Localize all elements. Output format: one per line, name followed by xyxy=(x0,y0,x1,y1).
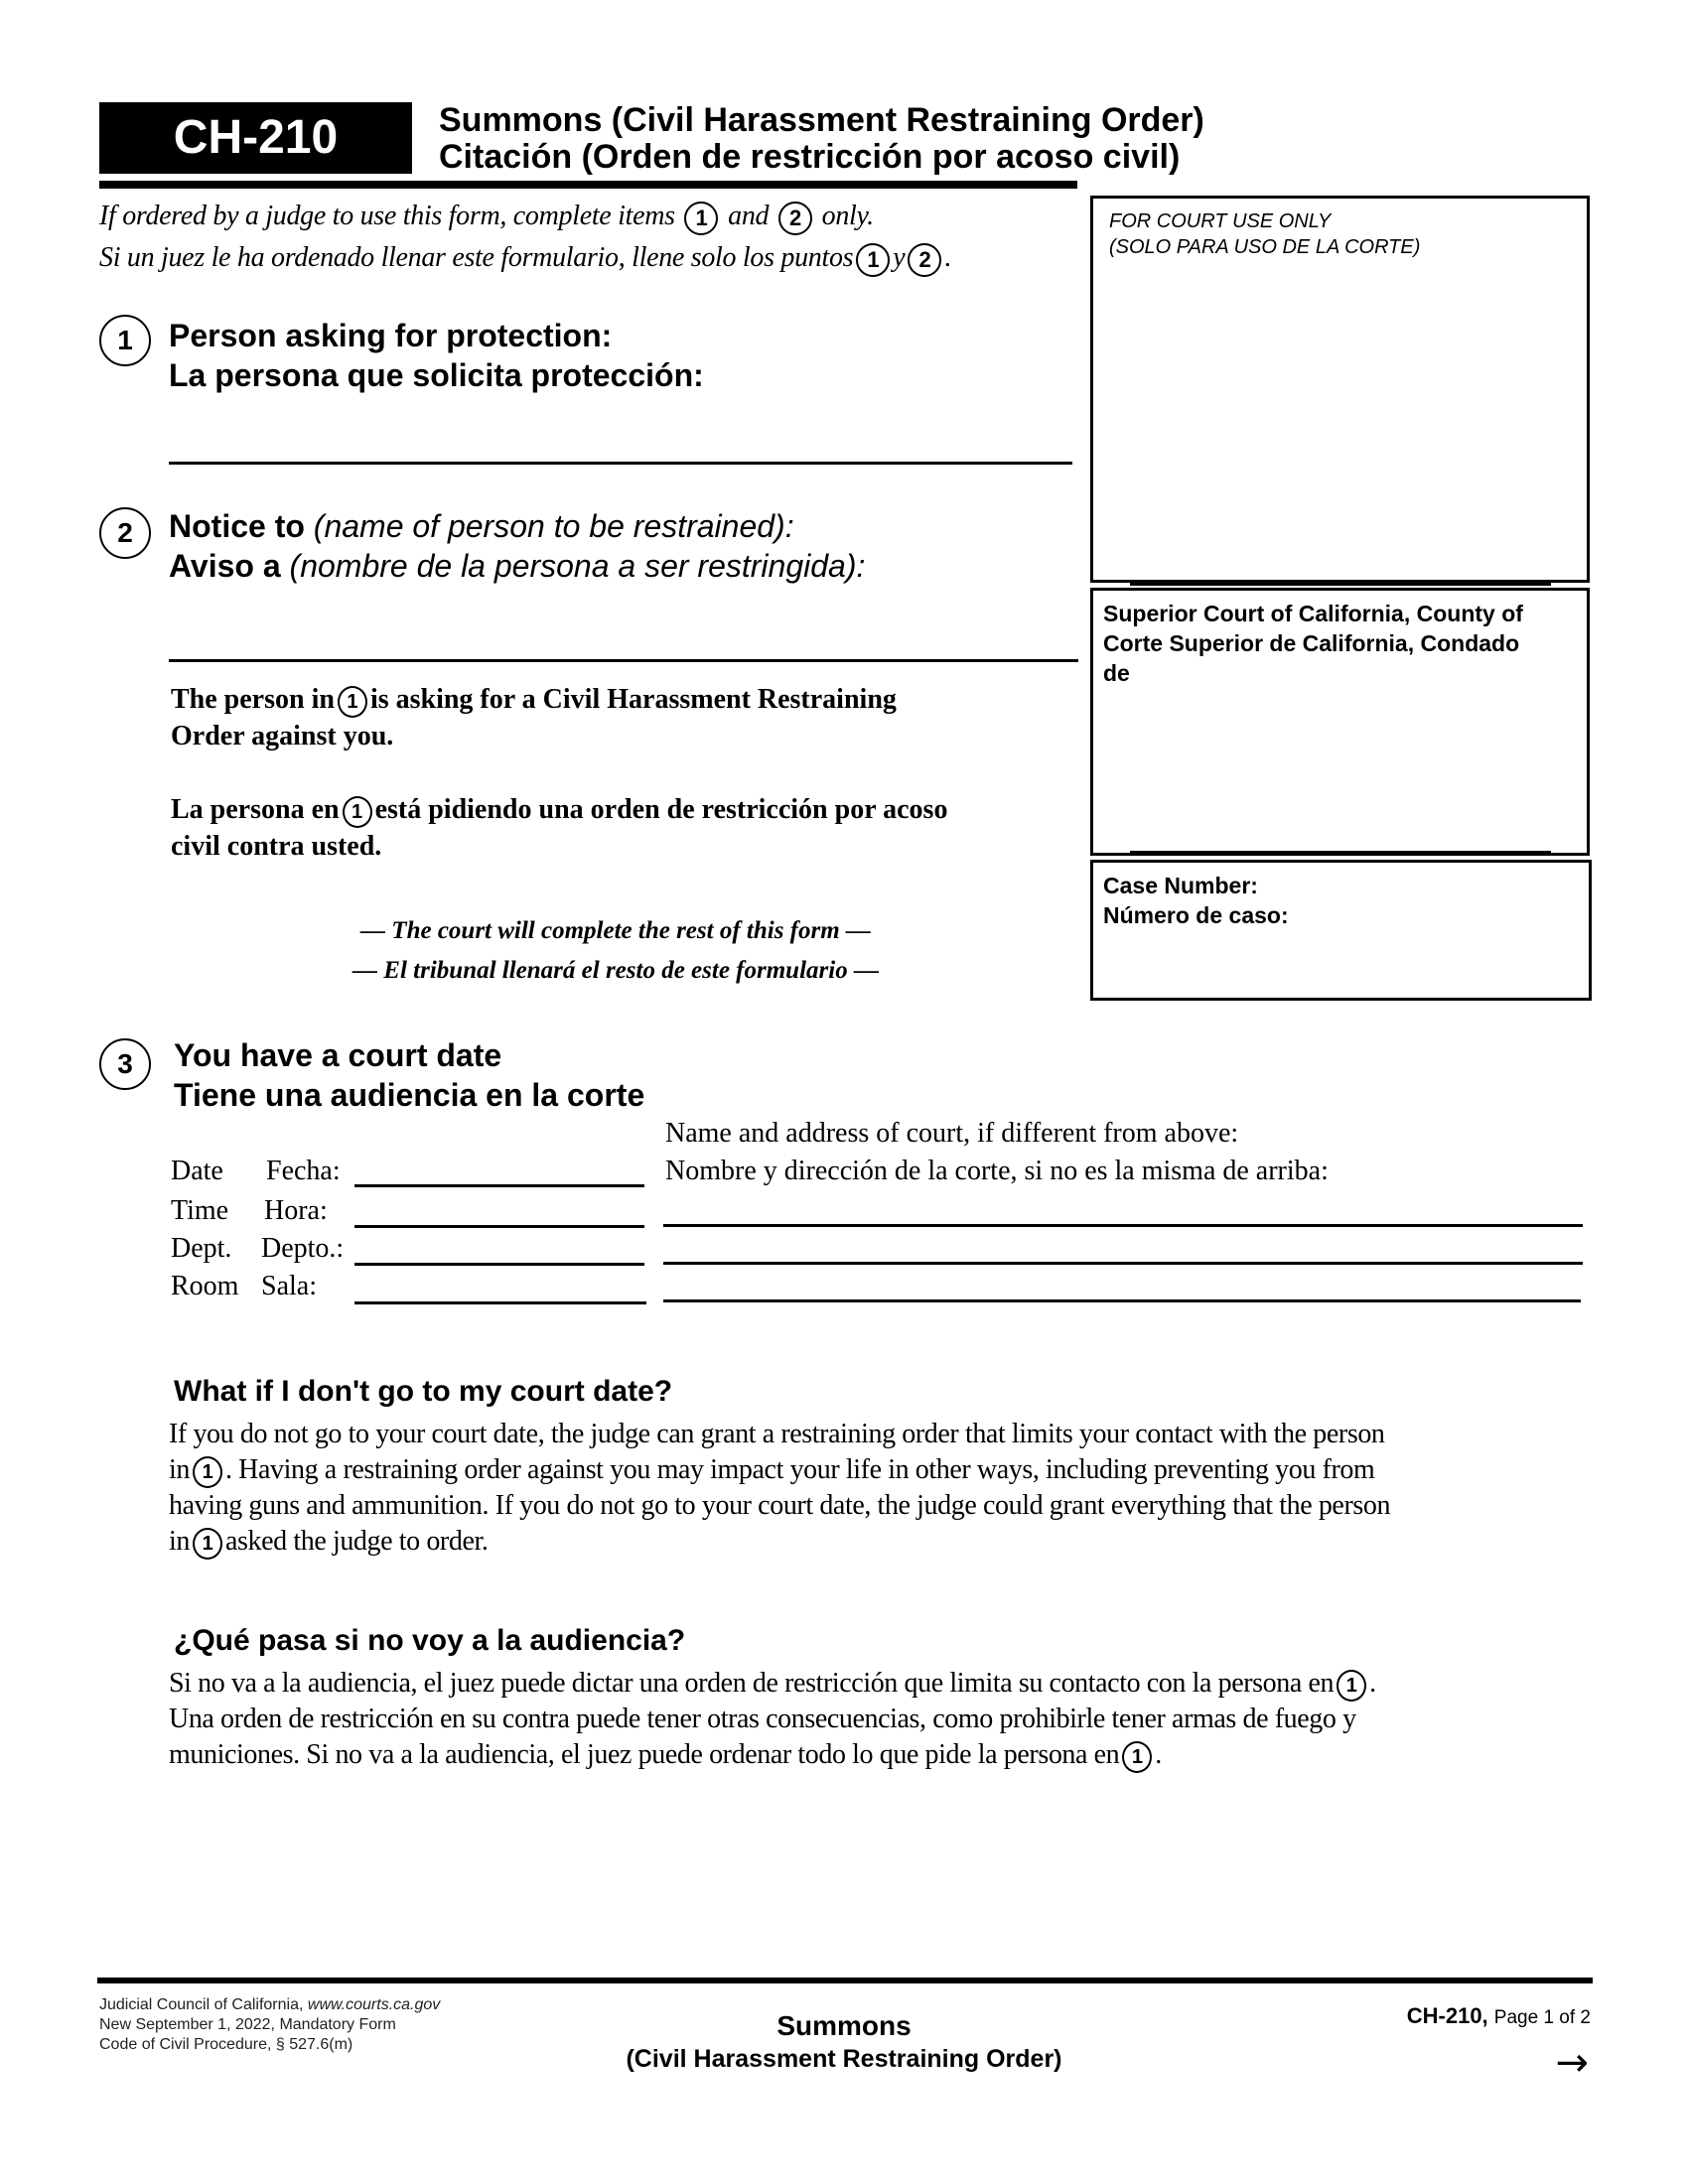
publisher-text: Judicial Council of California, xyxy=(99,1996,304,2013)
dept-label-en: Dept. xyxy=(171,1233,232,1264)
court-completes-note-en: — The court will complete the rest of this form — xyxy=(360,917,871,944)
notice-to-hint: (name of person to be restrained) xyxy=(313,508,785,544)
footer-title-sub: (Civil Harassment Restraining Order) xyxy=(626,2045,1062,2073)
intro-text: only. xyxy=(821,201,874,231)
body-text: . xyxy=(1369,1668,1376,1699)
item-2-heading-en xyxy=(169,506,794,546)
court-address-label-en: Name and address of court, if different from above: xyxy=(665,1118,1239,1149)
what-if-line1: If you do not go to your court date, the judge can grant a restraining order that limits your contact with the person xyxy=(169,1419,1385,1449)
body-text: Si no va a la audiencia, el juez puede dictar una orden de restricción que limita su contacto con la persona en xyxy=(169,1668,1335,1699)
case-number-label-es: Número de caso: xyxy=(1103,902,1289,928)
intro-text: and xyxy=(728,201,770,231)
intro-english xyxy=(99,197,874,236)
notice-en-line2: Order against you. xyxy=(171,721,394,751)
item-number-3: 3 xyxy=(99,1038,151,1090)
item-ref-1: 1 xyxy=(1122,1741,1152,1773)
footer-code: Code of Civil Procedure, § 527.6(m) xyxy=(99,2036,353,2053)
footer-publisher xyxy=(99,1995,440,2015)
court-address-line-2[interactable] xyxy=(663,1262,1583,1265)
body-text: in xyxy=(169,1526,190,1557)
time-label-en: Time xyxy=(171,1195,229,1226)
box-divider xyxy=(1130,581,1551,586)
court-room-field[interactable] xyxy=(354,1301,646,1304)
superior-court-label-es: Corte Superior de California, Condado xyxy=(1103,630,1520,656)
notice-text: The person in xyxy=(171,684,335,715)
time-label-es: Hora: xyxy=(264,1195,328,1226)
intro-text: Si un juez le ha ordenado llenar este formulario, llene solo los puntos xyxy=(99,242,854,273)
box-divider xyxy=(1130,851,1551,856)
court-dept-field[interactable] xyxy=(354,1263,644,1266)
page-indicator xyxy=(1407,2003,1591,2029)
body-text: . xyxy=(1155,1739,1162,1770)
court-time-field[interactable] xyxy=(354,1225,644,1228)
notice-text: está pidiendo una orden de restricción por acoso xyxy=(374,794,948,825)
footer-rule xyxy=(97,1978,1593,1983)
court-use-label-en: FOR COURT USE ONLY xyxy=(1109,210,1332,232)
body-text: . Having a restraining order against you may impact your life in other ways, including preventing you from xyxy=(224,1454,1375,1485)
courts-website-link[interactable]: www.courts.ca.gov xyxy=(307,1996,441,2013)
que-pasa-line3 xyxy=(169,1737,1162,1773)
colon: : xyxy=(856,548,866,584)
intro-text: . xyxy=(944,242,952,273)
title-spanish: Citación (Orden de restricción por acoso civil) xyxy=(439,138,1181,176)
court-use-label-es: (SOLO PARA USO DE LA CORTE) xyxy=(1109,236,1421,258)
item-3-heading-en: You have a court date xyxy=(174,1037,502,1073)
title-rule xyxy=(99,181,1077,189)
item-ref-2: 2 xyxy=(908,243,941,277)
body-text: municiones. Si no va a la audiencia, el juez puede ordenar todo lo que pide la persona en xyxy=(169,1739,1120,1770)
que-pasa-line2: Una orden de restricción en su contra puede tener otras consecuencias, como prohibirle tener armas de fuego y xyxy=(169,1704,1356,1734)
room-label-es: Sala: xyxy=(261,1271,317,1301)
what-if-line4 xyxy=(169,1524,488,1560)
item-number-1: 1 xyxy=(99,315,151,366)
item-ref-1: 1 xyxy=(338,686,367,718)
superior-court-label-en: Superior Court of California, County of xyxy=(1103,601,1523,626)
aviso-a-label: Aviso a xyxy=(169,548,281,584)
notice-text: is asking for a Civil Harassment Restraining xyxy=(369,684,897,715)
notice-to-label: Notice to xyxy=(169,508,305,544)
aviso-a-hint: (nombre de la persona a ser restringida) xyxy=(289,548,857,584)
colon: : xyxy=(784,508,794,544)
body-text: asked the judge to order. xyxy=(224,1526,489,1557)
footer-form-id: CH-210, xyxy=(1406,2003,1488,2028)
notice-en-line1 xyxy=(171,681,897,718)
court-date-field[interactable] xyxy=(354,1184,644,1187)
court-address-line-3[interactable] xyxy=(663,1299,1581,1302)
court-address-label-es: Nombre y dirección de la corte, si no es la misma de arriba: xyxy=(665,1156,1329,1186)
next-page-arrow-icon[interactable]: → xyxy=(1555,2040,1589,2086)
page-number: Page 1 of 2 xyxy=(1493,2007,1591,2028)
form-id-badge: CH-210 xyxy=(99,102,412,174)
item-ref-1: 1 xyxy=(856,243,890,277)
body-text: in xyxy=(169,1454,190,1485)
superior-court-box[interactable] xyxy=(1090,588,1590,856)
court-completes-note-es: — El tribunal llenará el resto de este formulario — xyxy=(352,957,879,984)
what-if-heading: What if I don't go to my court date? xyxy=(174,1375,673,1408)
item-1-heading-en: Person asking for protection: xyxy=(169,318,613,353)
footer-title-main: Summons xyxy=(776,2010,912,2041)
footer-title xyxy=(596,2009,1092,2075)
room-label-en: Room xyxy=(171,1271,239,1301)
superior-court-label-de: de xyxy=(1103,660,1130,686)
item-ref-1: 1 xyxy=(193,1456,222,1488)
footer-revision: New September 1, 2022, Mandatory Form xyxy=(99,2016,396,2033)
court-use-only-box xyxy=(1090,196,1590,583)
que-pasa-line1 xyxy=(169,1666,1376,1702)
intro-text: y xyxy=(893,242,906,273)
case-number-box[interactable] xyxy=(1090,860,1592,1001)
restrained-person-name-field[interactable] xyxy=(169,659,1078,662)
title-english: Summons (Civil Harassment Restraining Order) xyxy=(439,101,1204,139)
que-pasa-heading: ¿Qué pasa si no voy a la audiencia? xyxy=(174,1624,686,1657)
intro-text: If ordered by a judge to use this form, complete items xyxy=(99,201,675,231)
item-ref-1: 1 xyxy=(193,1528,222,1560)
court-address-line-1[interactable] xyxy=(663,1224,1583,1227)
item-2-heading-es xyxy=(169,546,865,586)
dept-label-es: Depto.: xyxy=(261,1233,345,1264)
item-ref-2: 2 xyxy=(778,202,812,235)
date-label-en: Date xyxy=(171,1156,223,1186)
what-if-line2 xyxy=(169,1452,1374,1488)
footer-citation xyxy=(99,1995,440,2055)
item-3-heading-es: Tiene una audiencia en la corte xyxy=(174,1077,645,1113)
item-ref-1: 1 xyxy=(343,796,372,828)
protected-person-name-field[interactable] xyxy=(169,462,1072,465)
intro-spanish xyxy=(99,238,951,278)
notice-es-line1 xyxy=(171,791,947,828)
item-number-2: 2 xyxy=(99,507,151,559)
item-1-heading-es: La persona que solicita protección: xyxy=(169,357,704,393)
item-ref-1: 1 xyxy=(1336,1670,1366,1702)
date-label-es: Fecha: xyxy=(266,1156,341,1186)
notice-es-line2: civil contra usted. xyxy=(171,831,382,862)
case-number-label-en: Case Number: xyxy=(1103,873,1258,898)
item-ref-1: 1 xyxy=(684,202,718,235)
what-if-line3: having guns and ammunition. If you do not go to your court date, the judge could grant everything that the person xyxy=(169,1490,1391,1521)
notice-text: La persona en xyxy=(171,794,340,825)
